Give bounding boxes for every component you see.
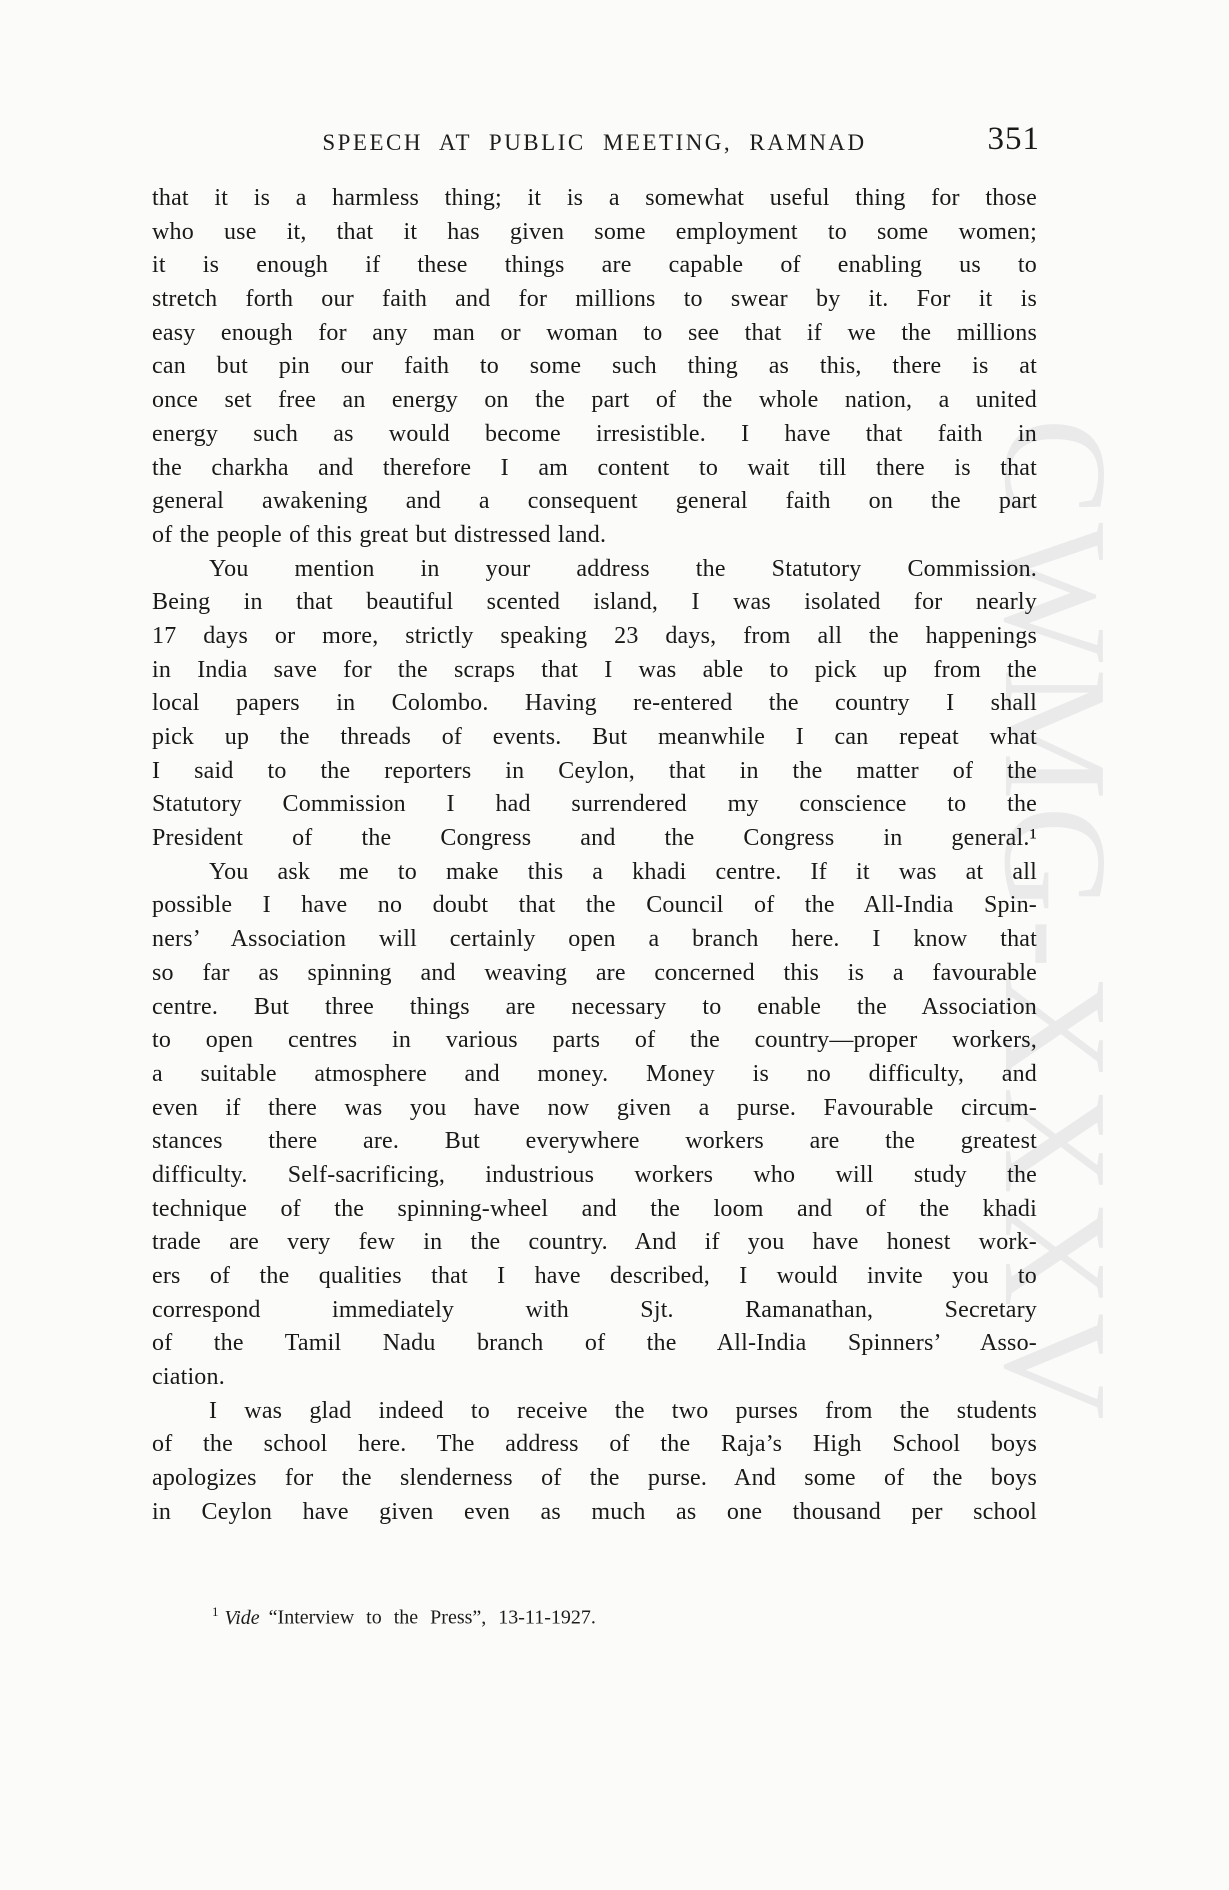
text-line: energy such as would become irresistible. I have that faith in: [152, 420, 1037, 447]
text-line: ciation.: [152, 1364, 225, 1391]
body-text: [152, 182, 1037, 1530]
text-line: even if there was you have now given a purse. Favourable circum-: [152, 1094, 1037, 1121]
text-line: technique of the spinning-wheel and the loom and of the khadi: [152, 1195, 1037, 1222]
text-line: correspond immediately with Sjt. Ramanathan, Secretary: [152, 1296, 1037, 1323]
text-line: can but pin our faith to some such thing as this, there is at: [152, 353, 1037, 380]
text-line: it is enough if these things are capable of enabling us to: [152, 252, 1037, 279]
text-line: centre. But three things are necessary to enable the Association: [152, 993, 1037, 1020]
text-line: stances there are. But everywhere workers are the greatest: [152, 1128, 1037, 1155]
text-line: once set free an energy on the part of the whole nation, a united: [152, 387, 1037, 414]
text-line: in Ceylon have given even as much as one thousand per school: [152, 1498, 1037, 1525]
text-line: apologizes for the slenderness of the purse. And some of the boys: [152, 1465, 1037, 1492]
text-line: of the school here. The address of the Raja’s High School boys: [152, 1431, 1037, 1458]
footnote-source-word: Vide: [224, 1606, 260, 1629]
text-line: of the Tamil Nadu branch of the All-India Spinners’ Asso-: [152, 1330, 1037, 1357]
footnote: [212, 1604, 596, 1631]
text-line: ners’ Association will certainly open a branch here. I know that: [152, 926, 1037, 953]
text-line: Being in that beautiful scented island, I was isolated for nearly: [152, 589, 1037, 616]
text-line: I was glad indeed to receive the two purses from the students: [209, 1397, 1037, 1424]
text-line: so far as spinning and weaving are concerned this is a favourable: [152, 959, 1037, 986]
text-line: I said to the reporters in Ceylon, that in the matter of the: [152, 757, 1037, 784]
text-line: ers of the qualities that I have described, I would invite you to: [152, 1263, 1037, 1289]
text-line: local papers in Colombo. Having re-entered the country I shall: [152, 690, 1037, 717]
text-line: who use it, that it has given some employment to some women;: [152, 218, 1037, 245]
text-line: difficulty. Self-sacrificing, industrious workers who will study the: [152, 1161, 1037, 1188]
text-line: of the people of this great but distressed land.: [152, 521, 607, 548]
watermark-cwmg-volume: CWMG-XXXV: [973, 418, 1137, 1426]
page-header: [152, 121, 1040, 157]
text-line: President of the Congress and the Congress in general.¹: [152, 825, 1037, 852]
text-line: You mention in your address the Statutory Commission.: [209, 555, 1037, 582]
text-line: that it is a harmless thing; it is a somewhat useful thing for those: [152, 185, 1037, 211]
text-line: trade are very few in the country. And if you have honest work-: [152, 1229, 1037, 1256]
text-line: the charkha and therefore I am content to wait till there is that: [152, 454, 1037, 481]
text-line: general awakening and a consequent general faith on the part: [152, 488, 1037, 515]
text-line: to open centres in various parts of the country—proper workers,: [152, 1027, 1037, 1054]
running-head: SPEECH AT PUBLIC MEETING, RAMNAD: [322, 130, 867, 155]
text-line: 17 days or more, strictly speaking 23 days, from all the happenings: [152, 622, 1037, 649]
text-line: You ask me to make this a khadi centre. If it was at all: [209, 858, 1037, 885]
text-line: Statutory Commission I had surrendered my conscience to the: [152, 791, 1037, 818]
footnote-marker: 1: [212, 1604, 219, 1619]
footnote-text: “Interview to the Press”, 13-11-1927.: [268, 1606, 596, 1629]
text-line: in India save for the scraps that I was able to pick up from the: [152, 656, 1037, 683]
text-line: pick up the threads of events. But meanwhile I can repeat what: [152, 724, 1037, 750]
text-line: easy enough for any man or woman to see that if we the millions: [152, 319, 1037, 346]
text-line: possible I have no doubt that the Council of the All-India Spin-: [152, 892, 1037, 919]
page-number: 351: [987, 121, 1040, 157]
text-line: stretch forth our faith and for millions to swear by it. For it is: [152, 286, 1037, 313]
text-line: a suitable atmosphere and money. Money is no difficulty, and: [152, 1060, 1037, 1087]
